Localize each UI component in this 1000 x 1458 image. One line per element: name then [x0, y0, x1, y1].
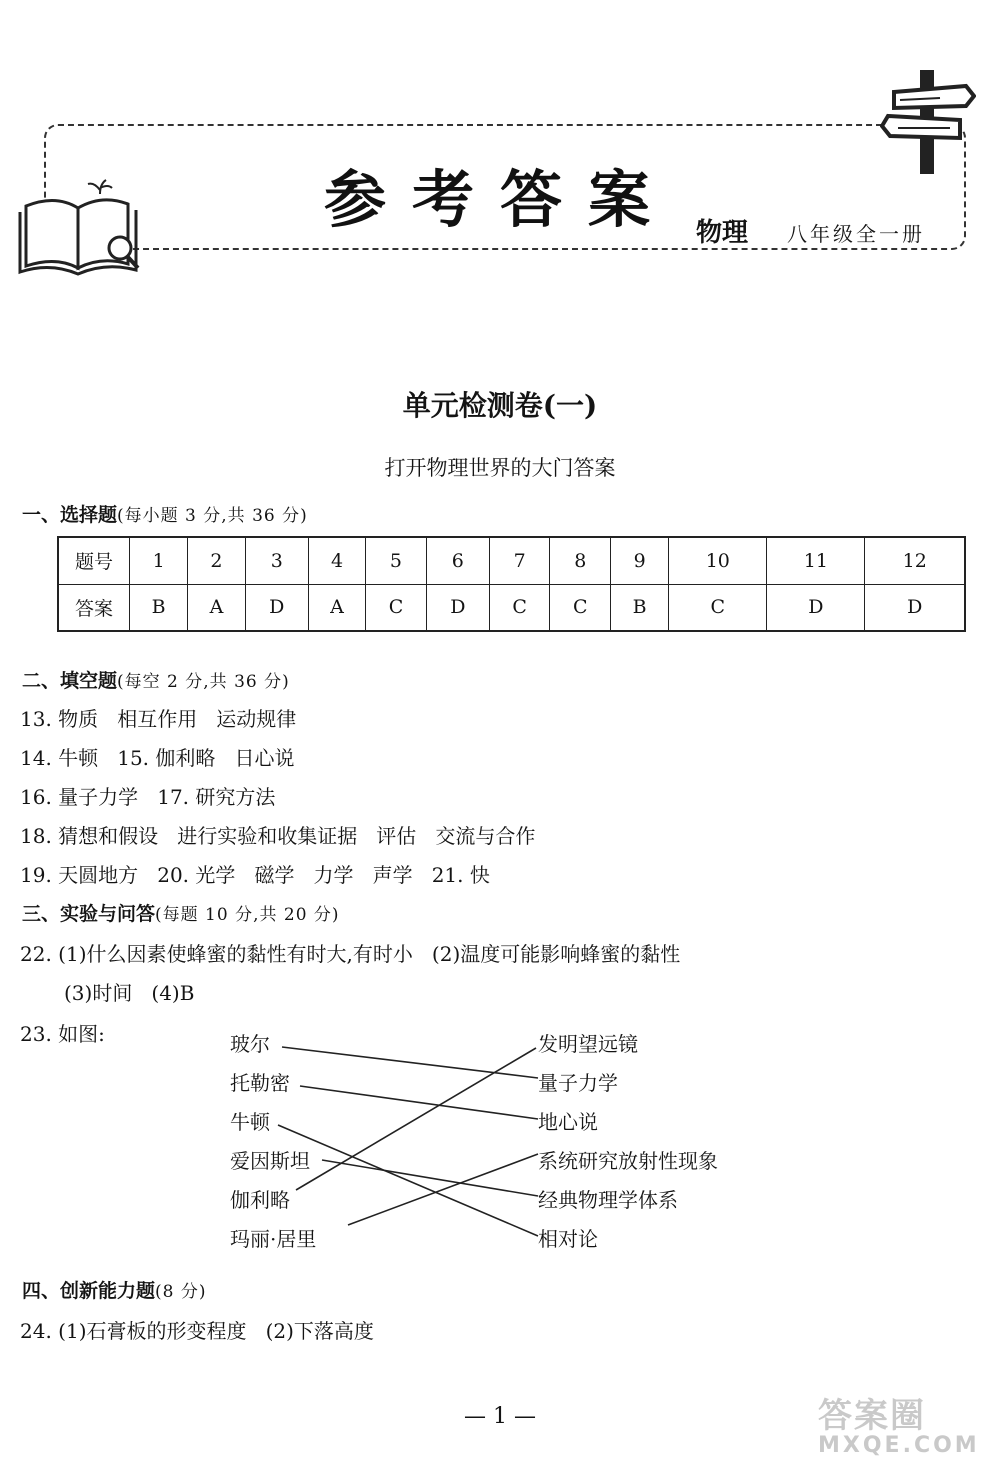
question-number: 8 — [550, 537, 611, 584]
left-item: 玻尔 — [230, 1032, 270, 1056]
right-item: 相对论 — [538, 1227, 598, 1251]
match-line — [300, 1086, 538, 1119]
page-number: — 1 — — [464, 1404, 536, 1429]
question-number: 2 — [188, 537, 245, 584]
answer-line: 24. (1)石膏板的形变程度 (2)下落高度 — [20, 1319, 374, 1343]
answer-cell: A — [188, 584, 245, 631]
grade-label: 八年级全一册 — [787, 222, 925, 246]
question-number: 11 — [767, 537, 865, 584]
answer-line: 16. 量子力学 17. 研究方法 — [20, 785, 276, 809]
question-number: 1 — [130, 537, 188, 584]
question-number: 3 — [245, 537, 308, 584]
answer-line: 13. 物质 相互作用 运动规律 — [20, 707, 297, 731]
answer-cell: B — [611, 584, 669, 631]
left-item: 牛顿 — [230, 1110, 270, 1134]
question-number: 10 — [669, 537, 767, 584]
answer-cell: C — [550, 584, 611, 631]
answer-cell: A — [308, 584, 365, 631]
match-line — [278, 1125, 538, 1236]
question-number: 7 — [489, 537, 550, 584]
right-item: 量子力学 — [538, 1071, 618, 1095]
unit-title: 单元检测卷(一) — [402, 389, 598, 422]
answer-line: 22. (1)什么因素使蜂蜜的黏性有时大,有时小 (2)温度可能影响蜂蜜的黏性 — [20, 942, 681, 966]
answer-cell: D — [767, 584, 865, 631]
answer-line: 19. 天圆地方 20. 光学 磁学 力学 声学 21. 快 — [20, 863, 490, 887]
chapter-title: 打开物理世界的大门答案 — [384, 456, 616, 480]
answer-cell: C — [366, 584, 427, 631]
page-title: 参考答案 — [323, 163, 676, 236]
question-number: 5 — [366, 537, 427, 584]
answer-line: (3)时间 (4)B — [64, 981, 195, 1005]
question-number: 9 — [611, 537, 669, 584]
answer-cell: B — [130, 584, 188, 631]
left-item: 玛丽·居里 — [230, 1227, 317, 1251]
answer-cell: C — [489, 584, 550, 631]
question-number: 12 — [865, 537, 965, 584]
answer-cell: C — [669, 584, 767, 631]
subject-label: 物理 — [696, 218, 749, 248]
left-item: 伽利略 — [230, 1188, 290, 1212]
table-row-label: 答案 — [58, 584, 130, 631]
table-row-label: 题号 — [58, 537, 130, 584]
answer-line: 23. 如图: — [20, 1022, 105, 1046]
section-2-heading: 二、填空题(每空 2 分,共 36 分) — [22, 670, 290, 692]
section-1-heading: 一、选择题(每小题 3 分,共 36 分) — [22, 504, 308, 526]
right-item: 系统研究放射性现象 — [538, 1149, 718, 1173]
watermark-logo: 答案圈 MXQE.COM — [818, 1396, 980, 1458]
match-line — [348, 1154, 538, 1225]
section-3-heading: 三、实验与问答(每题 10 分,共 20 分) — [22, 903, 340, 925]
answer-line: 18. 猜想和假设 进行实验和收集证据 评估 交流与合作 — [20, 824, 536, 848]
question-number: 4 — [308, 537, 365, 584]
left-item: 爱因斯坦 — [230, 1149, 310, 1173]
answer-cell: D — [865, 584, 965, 631]
section-4-heading: 四、创新能力题(8 分) — [22, 1280, 207, 1302]
answer-cell: D — [426, 584, 489, 631]
match-line — [282, 1047, 538, 1078]
left-item: 托勒密 — [230, 1071, 290, 1095]
answer-cell: D — [245, 584, 308, 631]
right-item: 经典物理学体系 — [538, 1188, 678, 1212]
question-number: 6 — [426, 537, 489, 584]
answer-line: 14. 牛顿 15. 伽利略 日心说 — [20, 746, 295, 770]
right-item: 发明望远镜 — [538, 1032, 638, 1056]
right-item: 地心说 — [538, 1110, 598, 1134]
